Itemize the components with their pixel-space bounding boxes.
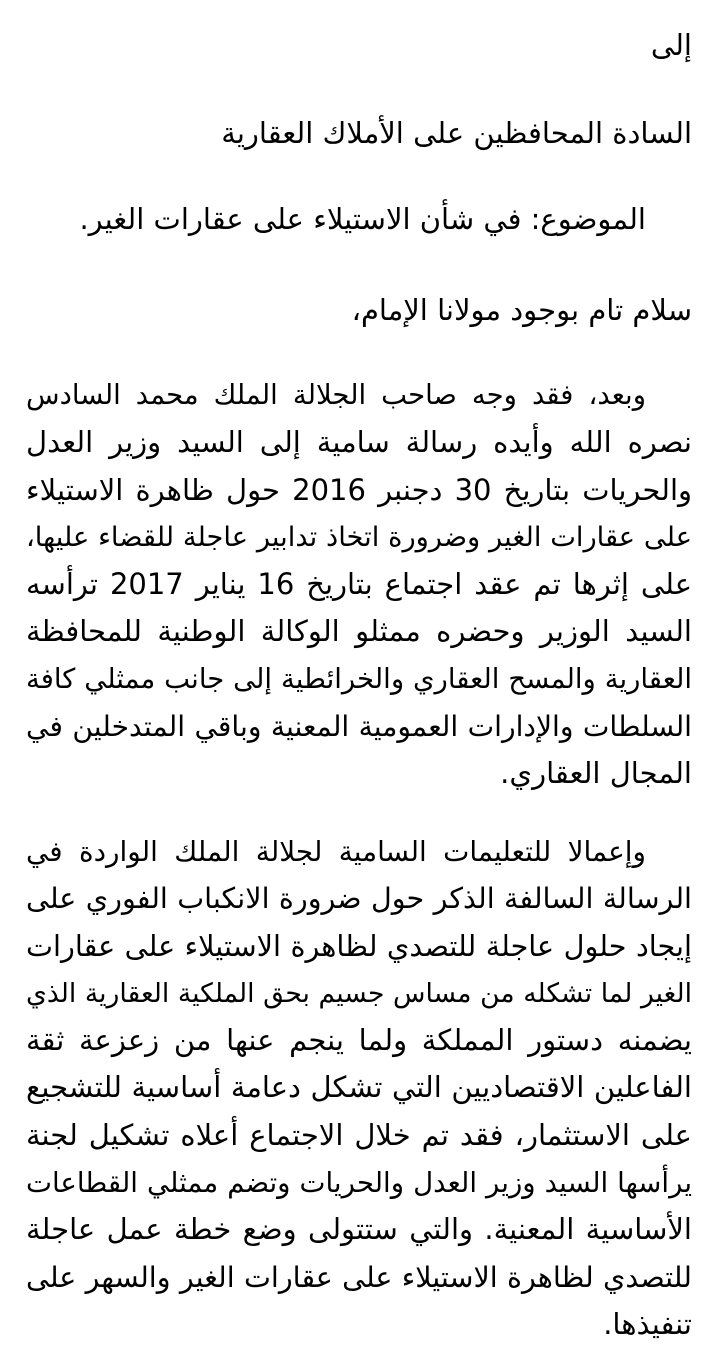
paragraph-2-line: يرأسها السيد وزير العدل والحريات وتضم ممثلي القطاعات (26, 1166, 692, 1200)
paragraph-2-line: يضمنه دستور المملكة ولما ينجم عنها من زعزعة ثقة (26, 1023, 692, 1058)
paragraph-2-line: الغير لما تشكله من مساس جسيم بحق الملكية العقارية الذي (26, 977, 692, 1009)
paragraph-2-line: على الاستثمار، فقد تم خلال الاجتماع أعلاه تشكيل لجنة (26, 1117, 692, 1152)
paragraph-1-line: والحريات بتاريخ 30 دجنبر 2016 حول ظاهرة الاستيلاء (26, 472, 693, 507)
paragraph-1-line: العقارية والمسح العقاري والخرائطية إلى جانب ممثلي كافة (26, 662, 692, 695)
paragraph-2-line: الفاعلين الاقتصاديين التي تشكل دعامة أساسية للتشجيع (26, 1070, 692, 1105)
recipient-line (26, 22, 692, 69)
paragraph-2-line: تنفيذها. (603, 1306, 692, 1341)
paragraph-2-line: إيجاد حلول عاجلة للتصدي لظاهرة الاستيلاء على عقارات (26, 928, 692, 963)
addressee-line (26, 110, 692, 157)
paragraph-1-line: على عقارات الغير وضرورة اتخاذ تدابير عاجلة للقضاء عليها، (26, 521, 692, 553)
greeting-text: سلام تام بوجود مولانا الإمام، (351, 293, 692, 327)
paragraph-2-line: وإعمالا للتعليمات السامية لجلالة الملك الواردة في (26, 835, 646, 868)
paragraph-2 (26, 828, 692, 1348)
paragraph-1 (26, 372, 692, 798)
paragraph-2-line: الأساسية المعنية. والتي ستتولى وضع خطة عمل عاجلة (26, 1212, 692, 1247)
paragraph-1-line: على إثرها تم عقد اجتماع بتاريخ 16 يناير 2017 ترأسه (26, 567, 692, 602)
subject-line (26, 196, 692, 243)
addressee-text: السادة المحافظين على الأملاك العقارية (221, 116, 692, 150)
paragraph-1-line: المجال العقاري. (500, 756, 692, 791)
paragraph-1-line: السلطات والإدارات العمومية المعنية وباقي المتدخلين في (26, 710, 692, 744)
greeting-line (26, 287, 692, 334)
paragraph-1-line: وبعد، فقد وجه صاحب الجلالة الملك محمد السادس (26, 379, 646, 411)
paragraph-2-line: الرسالة السالفة الذكر حول ضرورة الانكباب الفوري على (26, 881, 692, 916)
paragraph-1-line: نصره الله وأيده رسالة سامية إلى السيد وزير العدل (26, 425, 692, 460)
paragraph-2-line: للتصدي لظاهرة الاستيلاء على عقارات الغير والسهر على (26, 1259, 692, 1294)
recipient-text: إلى (650, 28, 692, 62)
paragraph-1-line: السيد الوزير وحضره ممثلو الوكالة الوطنية للمحافظة (26, 614, 692, 649)
subject-text: الموضوع: في شأن الاستيلاء على عقارات الغير. (79, 202, 646, 236)
